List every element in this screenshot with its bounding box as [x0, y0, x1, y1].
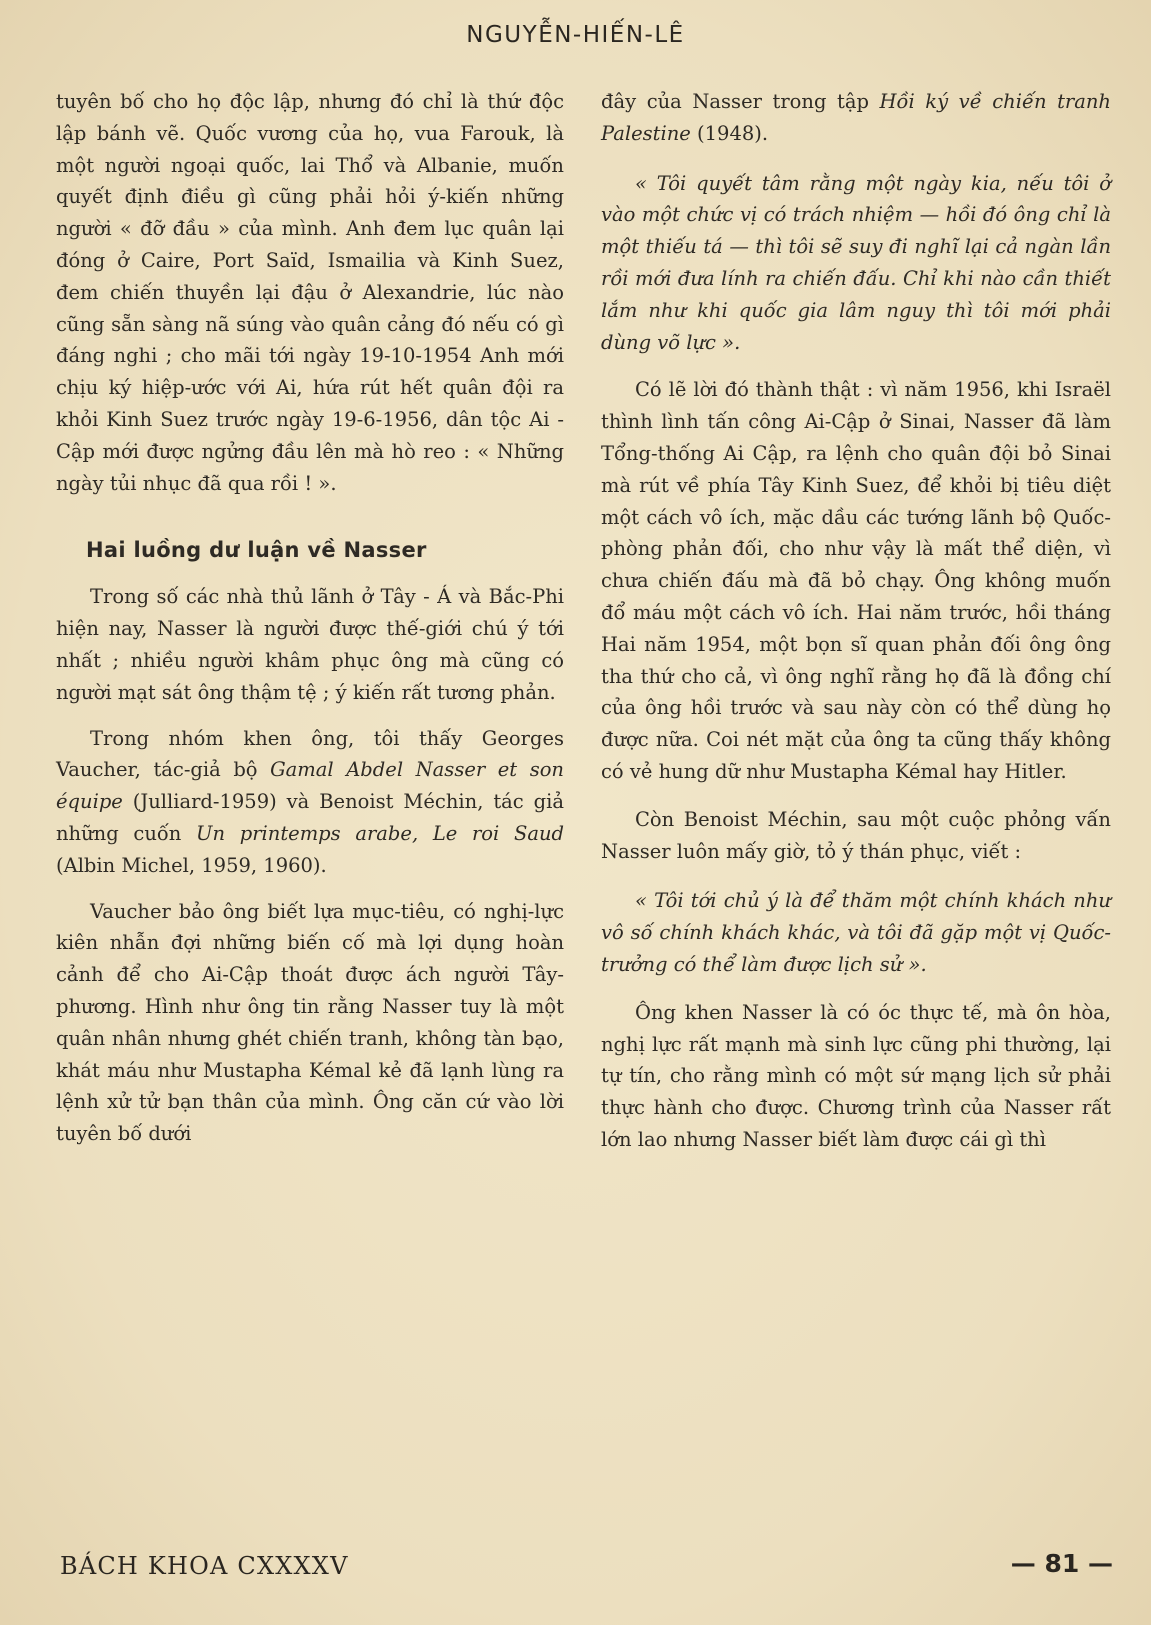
- paragraph-text: (Albin Michel, 1959, 1960).: [56, 853, 327, 877]
- paragraph: Vaucher bảo ông biết lựa mục-tiêu, có nghị-lực kiên nhẫn đợi những biến cố mà lợi dụng hoàn cảnh để cho Ai-Cập thoát được ách người Tây-phương. Hình như ông tin rằng Nasser tuy là một quân nhân nhưng ghét chiến tranh, không tàn bạo, khát máu như Mustapha Kémal kẻ đã lạnh lùng ra lệnh xử tử bạn thân của mình. Ông căn cứ vào lời tuyên bố dưới: [56, 899, 564, 1146]
- paragraph: tuyên bố cho họ độc lập, nhưng đó chỉ là thứ độc lập bánh vẽ. Quốc vương của họ, vua Farouk, là một người ngoại quốc, lai Thổ và Albanie, muốn quyết định điều gì cũng phải hỏi ý-kiến những người « đỡ đầu » của mình. Anh đem lục quân lại đóng ở Caire, Port Saïd, Ismailia và Kinh Suez, đem chiến thuyền lại đậu ở Alexandrie, lúc nào cũng sẵn sàng nã súng vào quân cảng đó nếu có gì đáng nghi ; cho mãi tới ngày 19-10-1954 Anh mới chịu ký hiệp-ước với Ai, hứa rút hết quân đội ra khỏi Kinh Suez trước ngày 19-6-1956, dân tộc Ai - Cập mới được ngửng đầu lên mà hò reo : « Những ngày tủi nhục đã qua rồi ! ».: [56, 90, 564, 495]
- paragraph: Ông khen Nasser là có óc thực tế, mà ôn hòa, nghị lực rất mạnh mà sinh lực cũng phi thường, lại tự tín, cho rằng mình có một sứ mạng lịch sử phải thực hành cho được. Chương trình của Nasser rất lớn lao nhưng Nasser biết làm được cái gì thì: [601, 1000, 1111, 1151]
- running-header: NGUYỄN-HIẾN-LÊ: [466, 22, 685, 48]
- magazine-issue: BÁCH KHOA CXXXXV: [60, 1552, 349, 1580]
- paragraph-text: Trong nhóm khen ông, tôi thấy Georges Vaucher, tác-giả bộ: [56, 726, 564, 782]
- paragraph: [601, 86, 1111, 150]
- quotation: « Tôi tới chủ ý là để thăm một chính khách như vô số chính khách khác, và tôi đã gặp một vị Quốc-trưởng có thể làm được lịch sử ».: [601, 889, 1111, 976]
- paragraph-text: đây của Nasser trong tập: [601, 90, 880, 113]
- paragraph: Còn Benoist Méchin, sau một cuộc phỏng vấn Nasser luôn mấy giờ, tỏ ý thán phục, viết :: [601, 807, 1111, 863]
- paragraph: Trong số các nhà thủ lãnh ở Tây - Á và Bắc-Phi hiện nay, Nasser là người được thế-giới chú ý tới nhất ; nhiều người khâm phục ông mà cũng có người mạt sát ông thậm tệ ; ý kiến rất tương phản.: [56, 585, 564, 704]
- page-number: — 81 —: [1010, 1549, 1113, 1578]
- paragraph: [56, 723, 564, 882]
- book-title: Hồi ký về chiến tranh Palestine: [601, 90, 1111, 145]
- right-column: [601, 86, 1111, 1156]
- book-title: Gamal Abdel Nasser et son équipe: [56, 758, 564, 814]
- quotation: « Tôi quyết tâm rằng một ngày kia, nếu tôi ở vào một chức vị có trách nhiệm — hồi đó ông chỉ là một thiếu tá — thì tôi sẽ suy đi nghĩ lại cả ngàn lần rồi mới đưa lính ra chiến đấu. Chỉ khi nào cần thiết lắm như khi quốc gia lâm nguy thì tôi mới phải dùng võ lực ».: [601, 171, 1111, 354]
- paragraph: Có lẽ lời đó thành thật : vì năm 1956, khi Israël thình lình tấn công Ai-Cập ở Sinai, Nasser đã làm Tổng-thống Ai Cập, ra lệnh cho quân đội bỏ Sinai mà rút về phía Tây Kinh Suez, để khỏi bị tiêu diệt một cách vô ích, mặc dầu các tướng lãnh bộ Quốc-phòng phản đối, cho như vậy là mất thể diện, vì chưa chiến đấu mà đã bỏ chạy. Ông không muốn đổ máu một cách vô ích. Hai năm trước, hồi tháng Hai năm 1954, một bọn sĩ quan phản đối ông ông tha thứ cho cả, vì ông nghĩ rằng họ đã là đồng chí của ông hồi trước và sau này còn có thể dùng họ được nữa. Coi nét mặt của ông ta cũng thấy không có vẻ hung dữ như Mustapha Kémal hay Hitler.: [601, 378, 1111, 783]
- book-title: Un printemps arabe, Le roi Saud: [196, 821, 564, 845]
- left-column: [56, 86, 564, 1150]
- paragraph-text: (1948).: [690, 121, 769, 145]
- paragraph-text: (Julliard-1959) và Benoist Méchin, tác giả những cuốn: [56, 790, 564, 845]
- section-subheading: Hai luồng dư luận về Nasser: [86, 538, 427, 563]
